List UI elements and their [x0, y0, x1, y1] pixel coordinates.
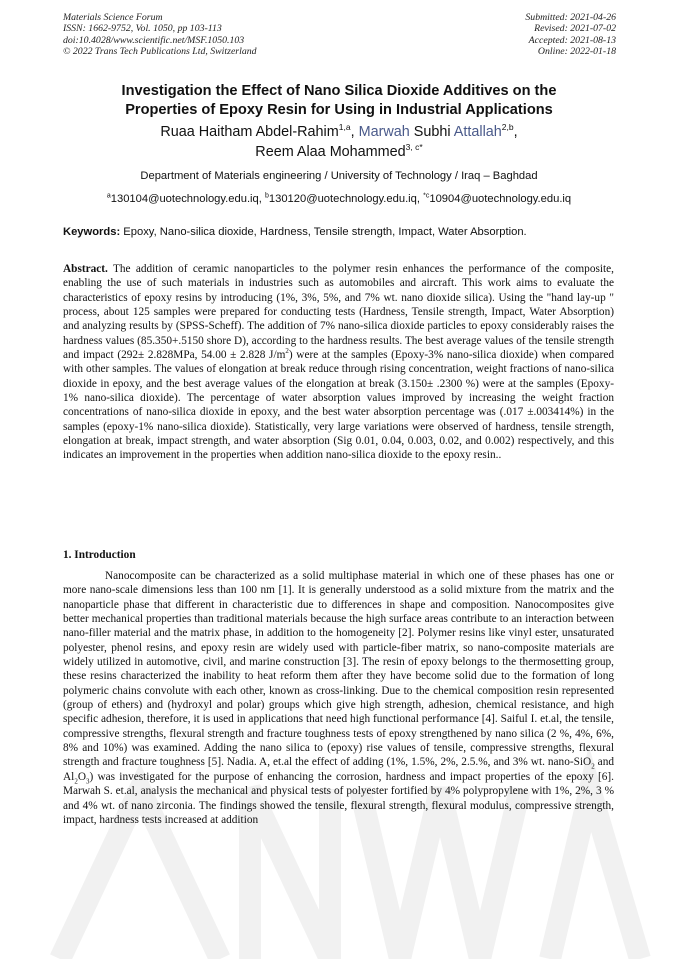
author-2-middle: Subhi: [409, 124, 454, 140]
date-online: Online: 2022-01-18: [537, 46, 616, 58]
introduction-paragraph: [63, 569, 614, 827]
abstract-label: Abstract.: [63, 263, 108, 275]
intro-text-4: ) was investigated for the purpose of enhancing the corrosion, hardness and impact properties of the epoxy [6]. Marwah S. et.al, analysis the mechanical and physical tests of polyester fortified by 4% polypropylene with 1%, 2%, 3 % and 4% wt. of nano zirconia. The findings showed the tensile, flexural strength, flexural modulus, compressive strength, impact, hardness tests increased at addition: [63, 770, 614, 826]
paper-title: [40, 82, 638, 119]
journal-doi: doi:10.4028/www.scientific.net/MSF.1050.103: [63, 34, 245, 46]
section-heading: 1. Introduction: [63, 549, 136, 561]
submission-dates: [525, 12, 616, 58]
keywords: [63, 225, 623, 239]
intro-sub-2: 2: [74, 777, 78, 786]
abstract-sup: 2: [285, 347, 289, 356]
author-3-name: Reem Alaa Mohammed: [255, 144, 406, 160]
author-2-first: Marwah: [358, 124, 410, 140]
journal-name: Materials Science Forum: [63, 12, 163, 23]
intro-text-2: and Al: [63, 756, 614, 783]
author-3-sup: 3, c*: [405, 142, 423, 153]
abstract-text-2: ) were at the samples (Epoxy-3% nano-silica dioxide) when compared with other samples. The values of elongation at break reduce through rising concentration, weight fractions of nano-silica dioxide in epoxy, and the best average values of the elongation at break (3.150± .2300 %) were at the samples (Epoxy- 1% nano-silica dioxide). The percentage of water absorption values improved by increasing the weight fraction concentrations of nano-silica dioxide in epoxy, and the best water absorption percentage was (.017 ±.003414%) in the samples (epoxy-1% nano-silica dioxide). Statistically, very large variations were observed of hardness, tensile strength, elongation at break, impact strength, and water absorption (Sig 0.01, 0.04, 0.003, 0.02, and 0.002) respectively, and this indicates an improvement in the properties when addition nano-silica dioxide to the epoxy resin..: [63, 349, 614, 462]
intro-text-1: Nanocomposite can be characterized as a solid multiphase material in which one of these phases has one or more nano-scale dimensions less than 100 nm [1]. It is generally understood as a solid mixture from the matrix and the nanoparticle phase that different in characteristic due to differences in shape and composition. Nanocomposites give better mechanical properties than traditional materials because the high surface areas contribute to an interaction between nano-filler material and the matrix phase, in addition to the homogeneity [2]. Polymer resins like vinyl ester, unsaturated polyester, phenol resins, and epoxy resin are widely used with particle-fiber matrix, so nano-composite materials are widely utilized in automotive, civil, and marine construction [3]. The resin of epoxy belongs to the thermosetting group, these resins characterized the inability to heat reform them after they have become solid due to the formation of long polymeric chains convolute with each other, known as cross-linking. Due to the chemical composition resin represented (group of ethers) and (hydroxyl and polar) groups which give high strength, adhesion, chemical resistance, and high specific adhesion, therefore, it is used in applications that need high functional performance [4]. Saiful I. et.al, the tensile, compressive strengths, flexural strength and fracture toughness tests of epoxy strengthened by nano silica (2 %, 4%, 6%, 8% and 10%) was examined. Adding the nano silica to (epoxy) rise values of tensile, compressive strengths, flexural strength and fracture toughness [5]. Nadia. A, et.al the effect of adding (1%, 1.5%, 2%, 2.5.%, and 3% wt. nano-SiO: [63, 570, 614, 769]
date-revised: Revised: 2021-07-02: [534, 23, 616, 35]
email-b-sup: b: [264, 192, 269, 200]
keywords-label: Keywords:: [63, 226, 121, 238]
title-line-2: Properties of Epoxy Resin for Using in Industrial Applications: [125, 101, 553, 118]
author-emails: [40, 192, 638, 206]
intro-sub-3: 3: [85, 777, 90, 786]
email-c: 10904@uotechnology.edu.iq: [429, 193, 572, 205]
email-a: 130104@uotechnology.edu.iq,: [110, 193, 265, 205]
author-1-name: Ruaa Haitham Abdel-Rahim: [160, 124, 339, 140]
affiliation: Department of Materials engineering / University of Technology / Iraq – Baghdad: [140, 170, 538, 182]
journal-copyright: © 2022 Trans Tech Publications Ltd, Switzerland: [63, 46, 257, 58]
title-line-1: Investigation the Effect of Nano Silica Dioxide Additives on the: [121, 83, 557, 99]
abstract-text-1: The addition of ceramic nanoparticles to the polymer resin enhances the performance of the composite, enabling the use of such materials in industries such as automobiles and aircraft. This work aims to evaluate the characteristics of epoxy resins by introducing (1%, 3%, 5%, and 7% wt. nano dioxide silica). Using the "hand lay-up " process, about 125 samples were prepared for conducting tests (Hardness, Tensile strength, Impact, Water Absorption) and analyzing results by (SPSS-Scheff). The addition of 7% nano-silica dioxide particles to epoxy considerably raises the hardness values (85.350+.5150 shore D), according to the hardness results. The best average values of the tensile strength and impact (292± 2.828MPa, 54.00 ± 2.828 J/m: [63, 263, 614, 362]
author-list: [40, 122, 638, 162]
author-line-2: [40, 142, 638, 162]
author-2-sup: 2,b: [501, 122, 514, 133]
date-submitted: Submitted: 2021-04-26: [525, 12, 616, 23]
email-c-sup: *c: [423, 192, 430, 200]
author-2-last: Attallah: [453, 124, 502, 140]
journal-issn: ISSN: 1662-9752, Vol. 1050, pp 103-113: [63, 23, 222, 35]
abstract: [63, 262, 614, 463]
date-accepted: Accepted: 2021-08-13: [528, 34, 616, 46]
author-1-sup: 1,a: [338, 122, 351, 133]
email-a-sup: a: [106, 192, 111, 200]
intro-sub-1: 2: [591, 762, 595, 771]
email-b: 130120@uotechnology.edu.iq,: [268, 193, 424, 205]
intro-text-3: O: [77, 770, 86, 783]
journal-info: [63, 12, 257, 58]
author-line-1: Ruaa Haitham Abdel-Rahim$^{1,a}$, Marwah Subhi Attallah$^{2,b}$,: [160, 122, 518, 140]
keywords-text: Epoxy, Nano-silica dioxide, Hardness, Tensile strength, Impact, Water Absorption.: [120, 226, 527, 238]
